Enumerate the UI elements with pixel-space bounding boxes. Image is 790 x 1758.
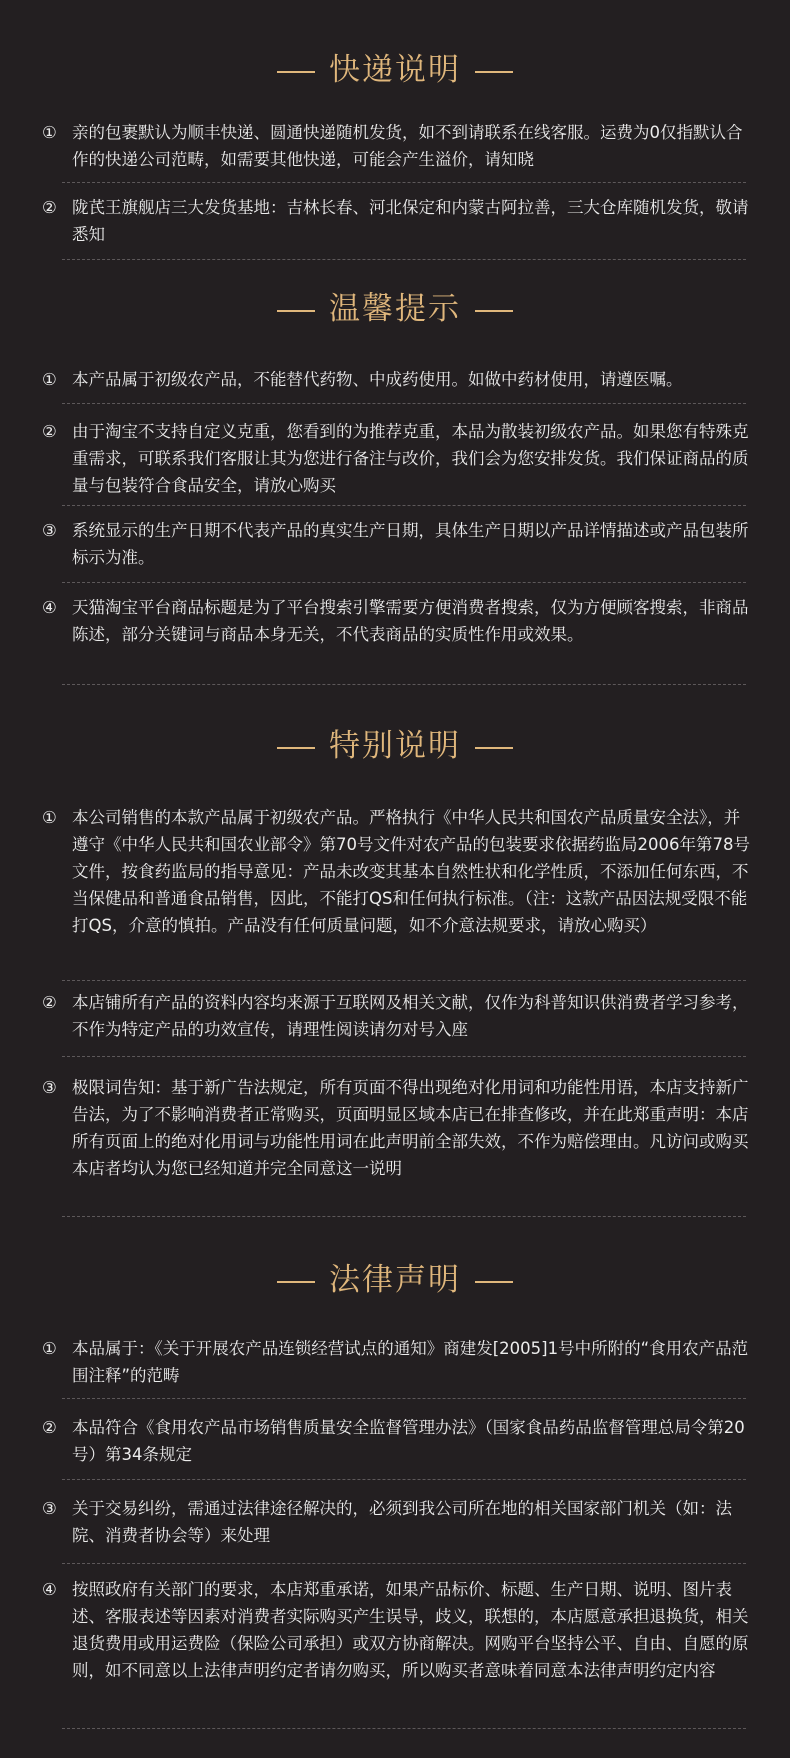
separator: [62, 182, 746, 183]
section-title-tips: [0, 289, 790, 329]
section-title-text: 快递说明: [329, 52, 461, 88]
section-title-text: 法律声明: [329, 1262, 461, 1298]
item-text: 系统显示的生产日期不代表产品的真实生产日期，具体生产日期以产品详情描述或产品包装所标示为准。: [72, 521, 749, 567]
title-dash-left: [277, 747, 315, 749]
special-item-1: [42, 804, 754, 939]
item-number: ②: [42, 993, 57, 1012]
tips-item-2: [42, 418, 754, 499]
separator: [62, 582, 746, 583]
title-dash-right: [475, 310, 513, 312]
item-number: ②: [42, 422, 57, 441]
title-dash-left: [277, 310, 315, 312]
item-text: 由于淘宝不支持自定义克重，您看到的为推荐克重，本品为散装初级农产品。如果您有特殊克重需求，可联系我们客服让其为您进行备注与改价，我们会为您安排发货。我们保证商品的质量与包装符合食品安全，请放心购买: [72, 422, 749, 495]
separator: [62, 1479, 746, 1480]
special-item-3: [42, 1074, 754, 1182]
item-text: 关于交易纠纷，需通过法律途径解决的，必须到我公司所在地的相关国家部门机关（如：法院、消费者协会等）来处理: [72, 1499, 732, 1545]
legal-item-2: [42, 1414, 754, 1468]
tips-item-4: [42, 594, 754, 648]
item-text: 本品属于：《关于开展农产品连锁经营试点的通知》商建发[2005]1号中所附的“食用农产品范围注释”的范畴: [72, 1339, 749, 1385]
item-number: ④: [42, 1580, 57, 1599]
item-number: ②: [42, 1418, 57, 1437]
item-number: ①: [42, 1339, 57, 1358]
item-number: ③: [42, 521, 57, 540]
item-number: ③: [42, 1078, 57, 1097]
title-dash-left: [277, 1281, 315, 1283]
separator: [62, 259, 746, 260]
item-number: ②: [42, 198, 57, 217]
separator: [62, 1056, 746, 1057]
section-title-special: [0, 726, 790, 766]
item-text: 本店铺所有产品的资料内容均来源于互联网及相关文献，仅作为科普知识供消费者学习参考，不作为特定产品的功效宣传，请理性阅读请勿对号入座: [72, 993, 749, 1039]
item-text: 本产品属于初级农产品，不能替代药物、中成药使用。如做中药材使用，请遵医嘱。: [72, 370, 683, 389]
legal-item-3: [42, 1495, 754, 1549]
item-text: 本品符合《食用农产品市场销售质量安全监督管理办法》（国家食品药品监督管理总局令第20号）第34条规定: [72, 1418, 745, 1464]
item-text: 极限词告知：基于新广告法规定，所有页面不得出现绝对化用词和功能性用语，本店支持新广告法，为了不影响消费者正常购买，页面明显区域本店已在排查修改，并在此郑重声明：本店所有页面上的绝对化用词与功能性用词在此声明前全部失效，不作为赔偿理由。凡访问或购买本店者均认为您已经知道并完全同意这一说明: [72, 1078, 749, 1178]
title-dash-left: [277, 71, 315, 73]
item-text: 亲的包裹默认为顺丰快递、圆通快递随机发货，如不到请联系在线客服。运费为0仅指默认合作的快递公司范畴，如需要其他快递，可能会产生溢价，请知晓: [72, 123, 743, 169]
shipping-item-2: [42, 194, 754, 248]
item-number: ①: [42, 370, 57, 389]
separator: [62, 403, 746, 404]
separator: [62, 1728, 746, 1729]
separator: [62, 980, 746, 981]
separator: [62, 684, 746, 685]
shipping-item-1: [42, 119, 754, 173]
item-number: ①: [42, 808, 57, 827]
tips-item-3: [42, 517, 754, 571]
item-number: ①: [42, 123, 57, 142]
item-text: 天猫淘宝平台商品标题是为了平台搜索引擎需要方便消费者搜索，仅为方便顾客搜索，非商品陈述，部分关键词与商品本身无关，不代表商品的实质性作用或效果。: [72, 598, 749, 644]
legal-item-4: [42, 1576, 754, 1684]
title-dash-right: [475, 1281, 513, 1283]
separator: [62, 1563, 746, 1564]
tips-item-1: [42, 366, 754, 393]
special-item-2: [42, 989, 754, 1043]
title-dash-right: [475, 747, 513, 749]
section-title-shipping: [0, 50, 790, 90]
separator: [62, 1398, 746, 1399]
item-text: 陇芪王旗舰店三大发货基地：吉林长春、河北保定和内蒙古阿拉善，三大仓库随机发货，敬请悉知: [72, 198, 749, 244]
title-dash-right: [475, 71, 513, 73]
section-title-text: 温馨提示: [329, 291, 461, 327]
item-text: 按照政府有关部门的要求，本店郑重承诺，如果产品标价、标题、生产日期、说明、图片表述、客服表述等因素对消费者实际购买产生误导，歧义，联想的，本店愿意承担退换货，相关退货费用或用运费险（保险公司承担）或双方协商解决。网购平台坚持公平、自由、自愿的原则，如不同意以上法律声明约定者请勿购买，所以购买者意味着同意本法律声明约定内容: [72, 1580, 749, 1680]
item-text: 本公司销售的本款产品属于初级农产品。严格执行《中华人民共和国农产品质量安全法》，并遵守《中华人民共和国农业部令》第70号文件对农产品的包装要求依据药监局2006年第78号文件，按食药监局的指导意见：产品未改变其基本自然性状和化学性质，不添加任何东西，不当保健品和普通食品销售，因此，不能打QS和任何执行标准。（注：这款产品因法规受限不能打QS，介意的慎拍。产品没有任何质量问题，如不介意法规要求，请放心购买）: [72, 808, 750, 935]
separator: [62, 1216, 746, 1217]
section-title-text: 特别说明: [329, 728, 461, 764]
item-number: ④: [42, 598, 57, 617]
legal-item-1: [42, 1335, 754, 1389]
item-number: ③: [42, 1499, 57, 1518]
section-title-legal: [0, 1260, 790, 1300]
separator: [62, 505, 746, 506]
